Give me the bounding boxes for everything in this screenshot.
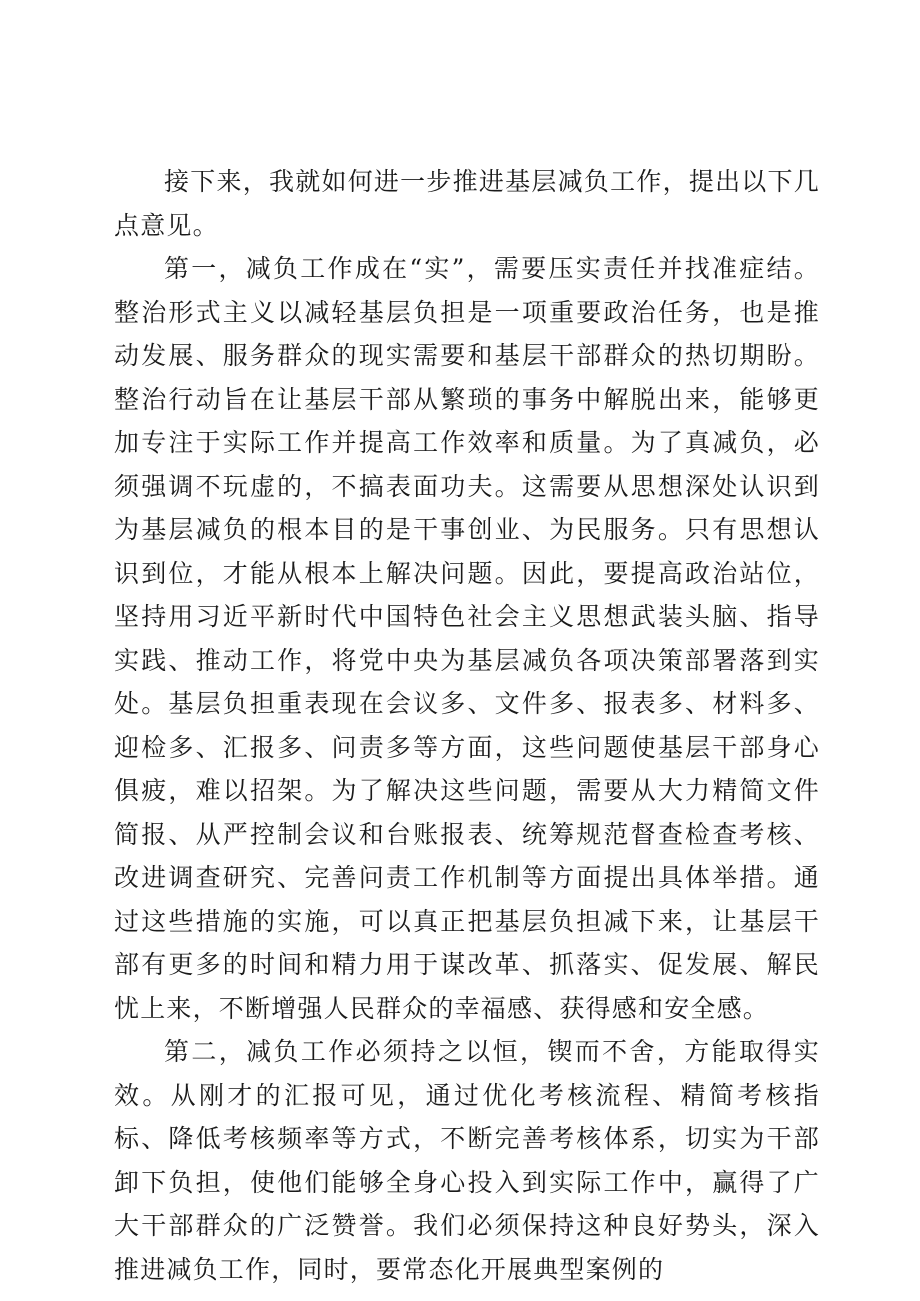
paragraph-second-point: 第二，减负工作必须持之以恒，锲而不舍，方能取得实效。从刚才的汇报可见，通过优化考核流程、精简考核指标、降低考核频率等方式，不断完善考核体系，切实为干部卸下负担，使他们能够全身心投入到实际工作中，赢得了广大干部群众的广泛赞誉。我们必须保持这种良好势头，深入推进减负工作，同时，要常态化开展典型案例的 (114, 1037, 820, 1284)
document-body (114, 160, 820, 1291)
paragraph-intro: 接下来，我就如何进一步推进基层减负工作，提出以下几点意见。 (114, 167, 820, 240)
paragraph-first-point: 第一，减负工作成在“实”，需要压实责任并找准症结。整治形式主义以减轻基层负担是一项重要政治任务，也是推动发展、服务群众的现实需要和基层干部群众的热切期盼。整治行动旨在让基层干部从繁琐的事务中解脱出来，能够更加专注于实际工作并提高工作效率和质量。为了真减负，必须强调不玩虚的，不搞表面功夫。这需要从思想深处认识到为基层减负的根本目的是干事创业、为民服务。只有思想认识到位，才能从根本上解决问题。因此，要提高政治站位，坚持用习近平新时代中国特色社会主义思想武装头脑、指导实践、推动工作，将党中央为基层减负各项决策部署落到实处。基层负担重表现在会议多、文件多、报表多、材料多、迎检多、汇报多、问责多等方面，这些问题使基层干部身心俱疲，难以招架。为了解决这些问题，需要从大力精简文件简报、从严控制会议和台账报表、统筹规范督查检查考核、改进调查研究、完善问责工作机制等方面提出具体举措。通过这些措施的实施，可以真正把基层负担减下来，让基层干部有更多的时间和精力用于谋改革、抓落实、促发展、解民忧上来，不断增强人民群众的幸福感、获得感和安全感。 (114, 254, 820, 1023)
